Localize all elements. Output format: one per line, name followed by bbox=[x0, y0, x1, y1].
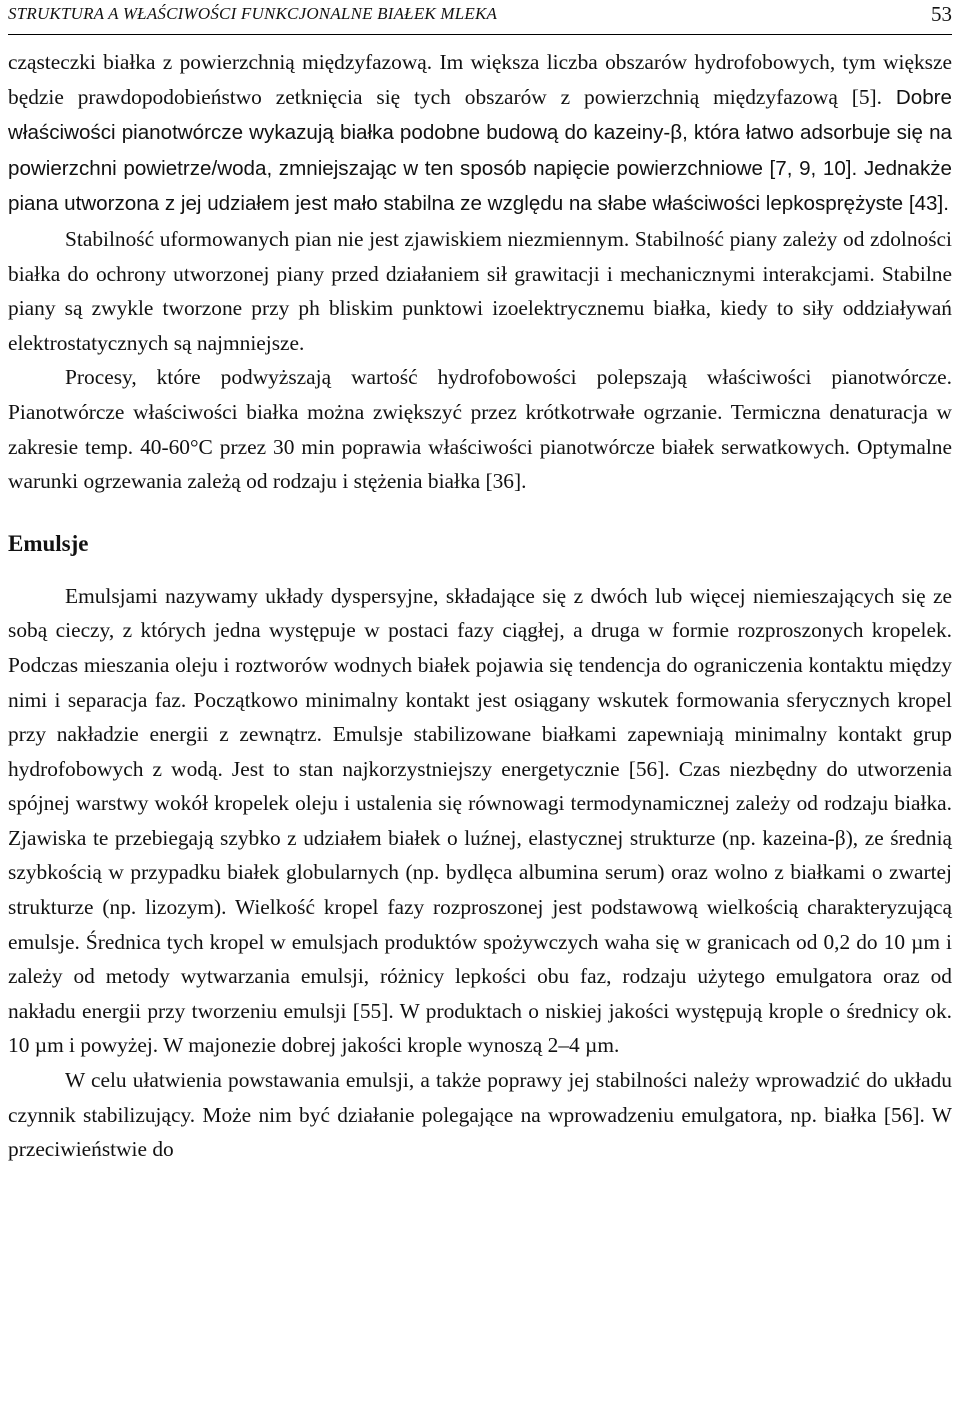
header-title: STRUKTURA A WŁAŚCIWOŚCI FUNKCJONALNE BIAŁEK MLEKA bbox=[8, 4, 498, 23]
paragraph-emulsion-stabilization: W celu ułatwienia powstawania emulsji, a także poprawy jej stabilności należy wprowadzić do układu czynnik stabilizujący. Może nim być działanie polegające na wprowadzeniu emulgatora, np. białka [56]. W przeciwieństwie do bbox=[8, 1068, 952, 1162]
paragraph-foam-properties bbox=[8, 45, 952, 222]
paragraph-foam-processes: Procesy, które podwyższają wartość hydrofobowości polepszają właściwości pianotwórcze. Pianotwórcze właściwości białka można zwiększyć przez krótkotrwałe ogrzanie. Termiczna denaturacja w zakresie temp. 40-60°C przez 30 min poprawia właściwości pianotwórcze białek serwatkowych. Optymalne warunki ogrzewania zależą od rodzaju i stężenia białka [36]. bbox=[8, 365, 952, 494]
paragraph-emulsion-definition: Emulsjami nazywamy układy dyspersyjne, składające się z dwóch lub więcej niemieszających się ze sobą cieczy, z których jedna występuje w postaci fazy ciągłej, a druga w formie rozproszonych kropelek. Podczas mieszania oleju i roztworów wodnych białek pojawia się tendencja do ograniczenia kontaktu między nimi i separacja faz. Początkowo minimalny kontakt jest osiągany wskutek formowania sferycznych kropel przy nakładzie energii z zewnątrz. Emulsje stabilizowane białkami zapewniają minimalny kontakt grup hydrofobowych z wodą. Jest to stan najkorzystniejszy energetycznie [56]. Czas niezbędny do utworzenia spójnej warstwy wokół kropelek oleju i ustalenia się równowagi termodynamicznej zależy od rodzaju białka. Zjawiska te przebiegają szybko z udziałem białek o luźnej, elastycznej strukturze (np. kazeina-β), ze średnią szybkością w przypadku białek globularnych (np. bydlęca albumina serum) oraz wolno z białkami o zwartej strukturze (np. lizozym). Wielkość kropel fazy rozproszonej jest podstawową wielkością charakteryzującą emulsje. Średnica tych kropel w emulsjach produktów spożywczych waha się w granicach od 0,2 do 10 µm i zależy od metody wytwarzania emulsji, różnicy lepkości obu faz, rodzaju użytego emulgatora oraz od nakładu energii przy tworzeniu emulsji [55]. W produktach o niskiej jakości występują krople o średnicy ok. 10 µm i powyżej. W majonezie dobrej jakości krople wynoszą 2–4 µm. bbox=[8, 583, 952, 1058]
paragraph-foam-stability: Stabilność uformowanych pian nie jest zjawiskiem niezmiennym. Stabilność piany zależy od zdolności białka do ochrony utworzonej piany przed działaniem sił grawitacji i mechanicznymi interakcjami. Stabilne piany są zwykle tworzone przy ph bliskim punktowi izoelektrycznemu białka, kiedy to siły oddziaływań elektrostatycznych są najmniejsze. bbox=[8, 226, 952, 355]
paragraph-text-sans: Dobre właściwości pianotwórcze wykazują białka podobne budową do kazeiny-β, która łatwo adsorbuje się na powierzchni powietrze/woda, zmniejszając w ten sposób napięcie powierzchniowe [7, 9, 10]. Jednakże piana utworzona z jej udziałem jest mało stabilna ze względu na słabe właściwości lepkosprężyste [43]. bbox=[8, 85, 952, 216]
paragraph-text-serif: cząsteczki białka z powierzchnią międzyfazową. Im większa liczba obszarów hydrofobowych, tym większe będzie prawdopodobieństwo zetknięcia się tych obszarów z powierzchnią międzyfazową [5]. bbox=[8, 50, 952, 109]
document-page bbox=[8, 0, 952, 1167]
running-header bbox=[8, 4, 952, 35]
section-heading: Emulsje bbox=[8, 530, 89, 556]
page-number: 53 bbox=[931, 2, 952, 26]
document-body bbox=[8, 45, 952, 1167]
